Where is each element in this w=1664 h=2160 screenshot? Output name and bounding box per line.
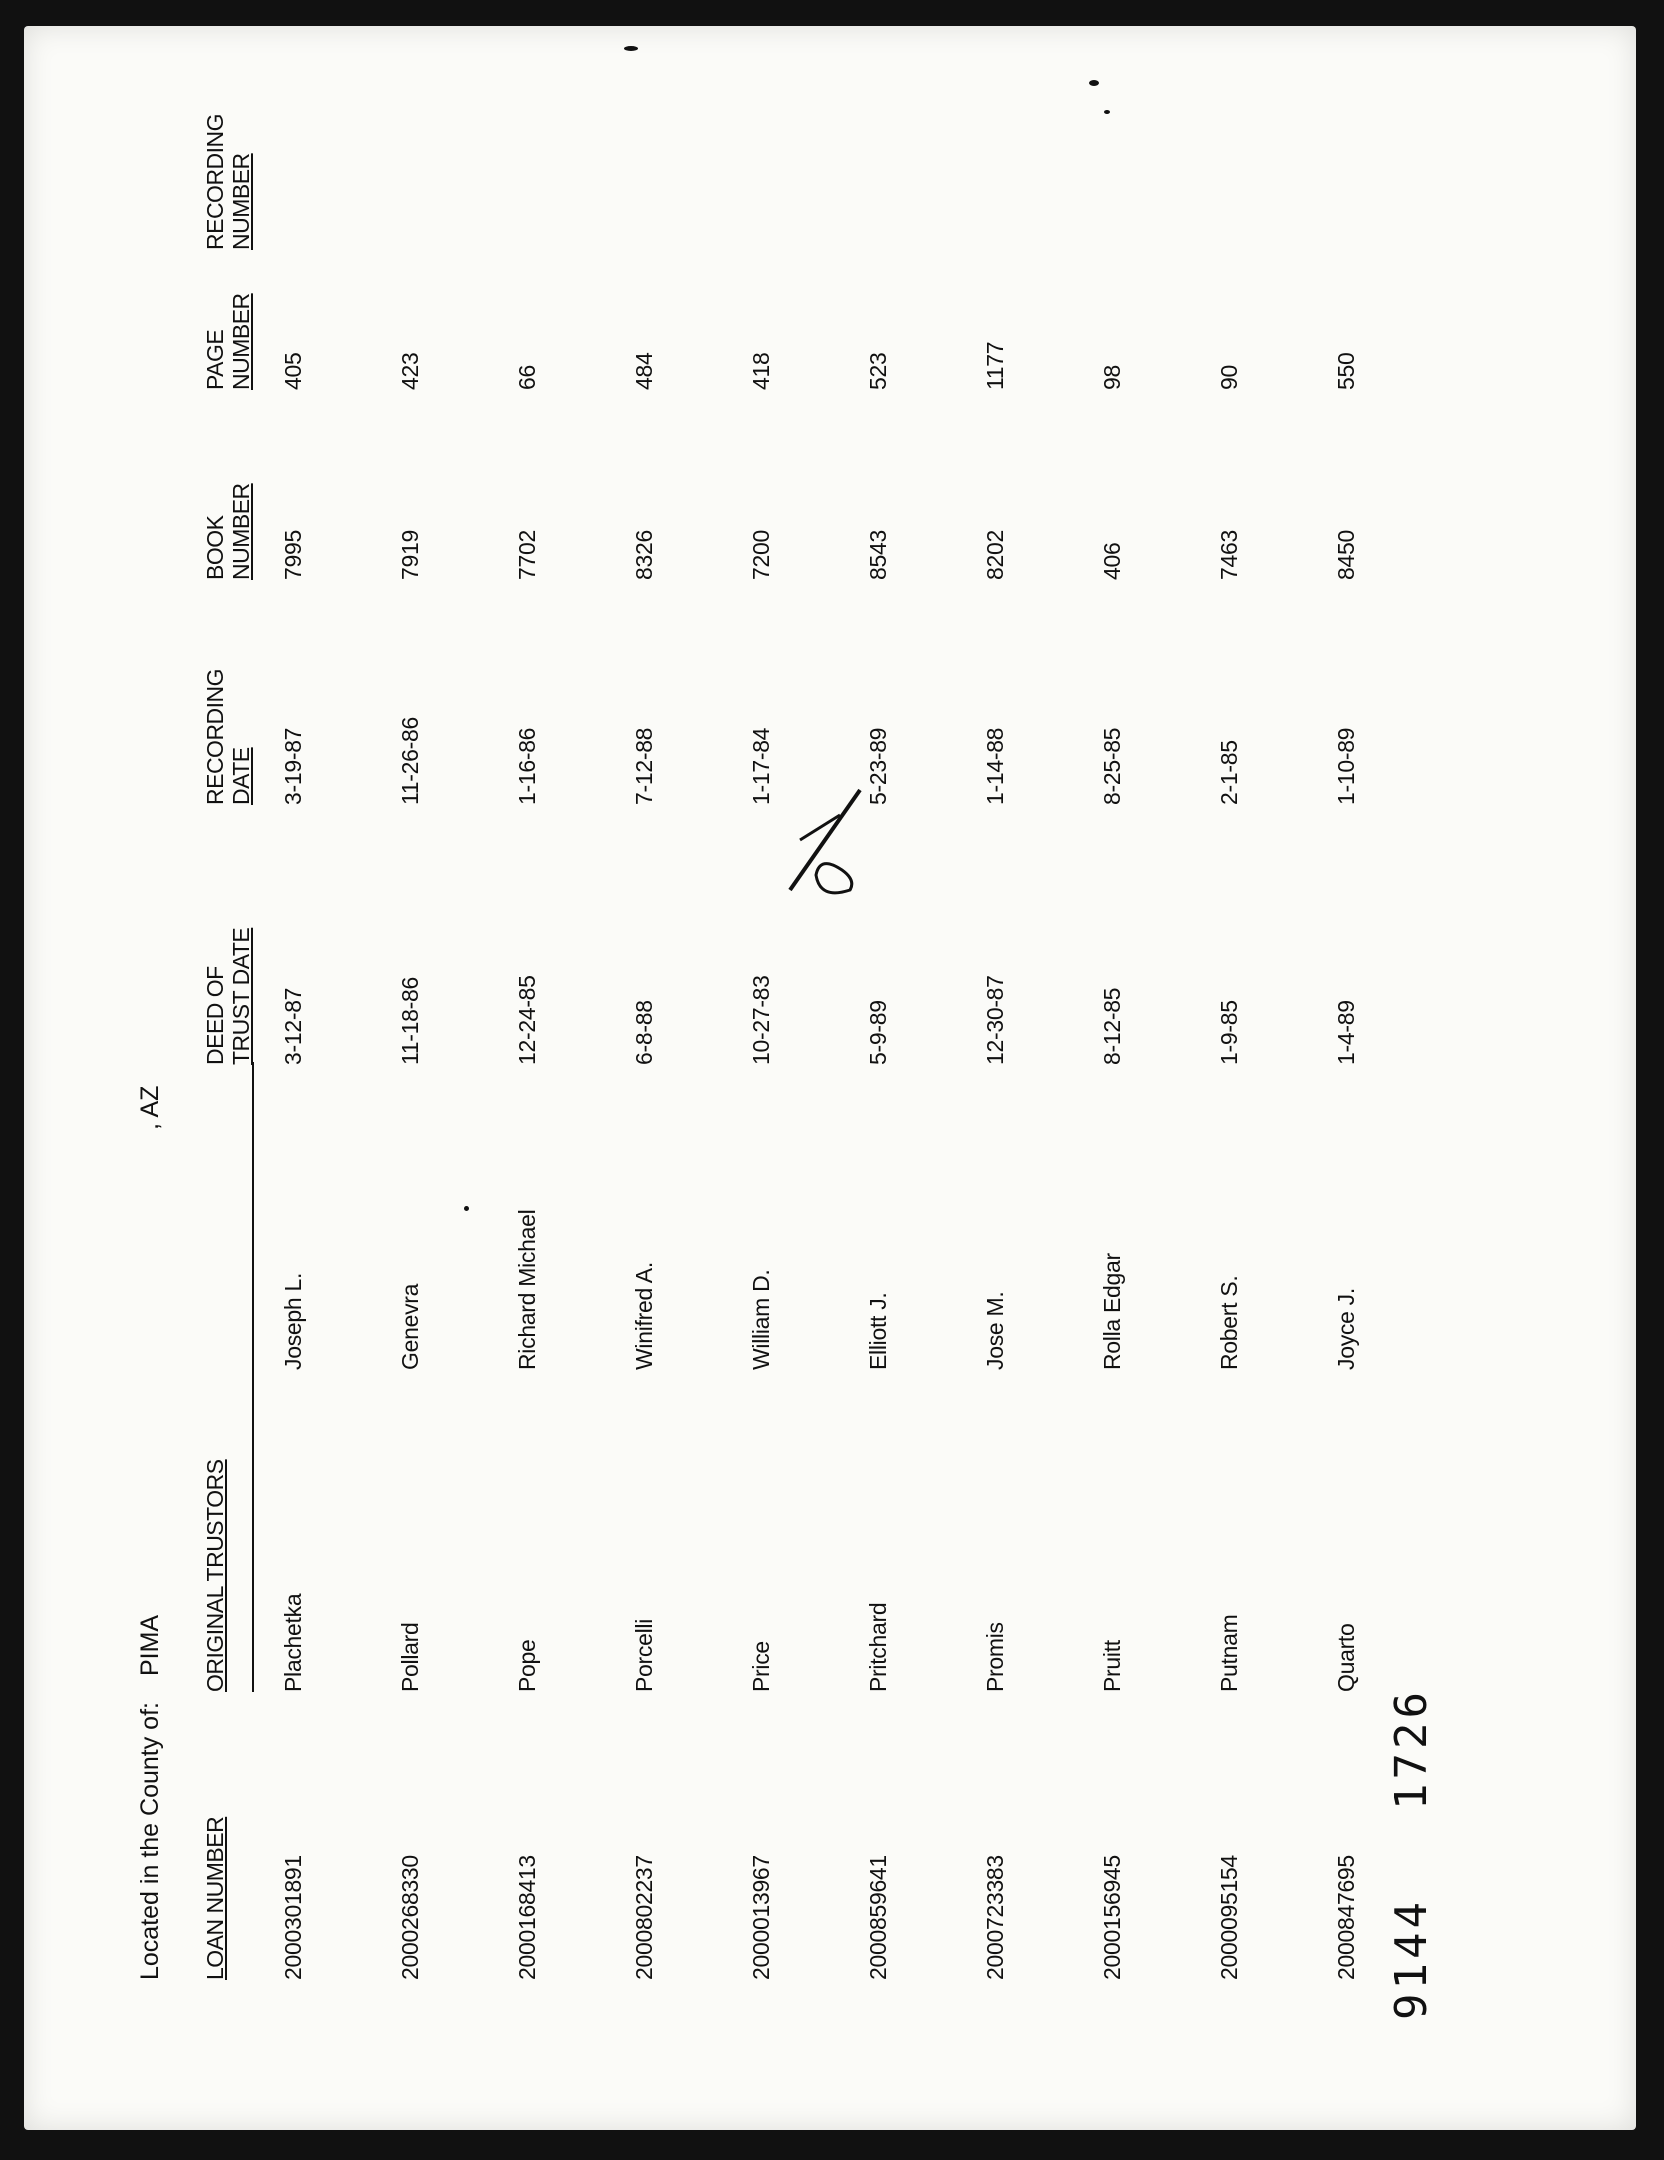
trustor-last-name-cell: Promis — [982, 1622, 1008, 1692]
table-row — [280, 0, 320, 2160]
handwritten-checkmark — [780, 770, 890, 910]
deed-of-trust-date-cell: 5-9-89 — [865, 1000, 891, 1065]
trustor-last-name-cell: Pritchard — [865, 1602, 891, 1692]
loan-number-cell: 2000268330 — [397, 1855, 423, 1980]
trustor-last-name-cell: Pollard — [397, 1622, 423, 1692]
col-header-loan-number: LOAN NUMBER — [202, 1816, 228, 1980]
recording-date-cell: 2-1-85 — [1216, 740, 1242, 805]
col-header-recnum-line2: NUMBER — [228, 153, 254, 250]
trustor-first-name-cell: Elliott J. — [865, 1292, 891, 1370]
book-number-cell: 8543 — [865, 530, 891, 580]
col-header-recnum-line1: RECORDING — [202, 113, 228, 250]
table-row — [982, 0, 1022, 2160]
col-header-page-line2: NUMBER — [228, 293, 254, 390]
loan-number-cell: 2000859641 — [865, 1855, 891, 1980]
page-number-cell: 90 — [1216, 365, 1242, 390]
col-header-recording-date — [202, 668, 254, 805]
trustor-first-name-cell: Genevra — [397, 1283, 423, 1370]
deed-of-trust-date-cell: 11-18-86 — [397, 977, 423, 1065]
table-row — [631, 0, 671, 2160]
col-header-page-number — [202, 293, 254, 390]
deed-of-trust-date-cell: 1-4-89 — [1333, 1000, 1359, 1065]
recording-date-cell: 7-12-88 — [631, 727, 657, 805]
table-row — [1216, 0, 1256, 2160]
trustor-last-name-cell: Quarto — [1333, 1623, 1359, 1692]
trustor-first-name-cell: Robert S. — [1216, 1275, 1242, 1370]
col-header-book-line2: NUMBER — [228, 483, 254, 580]
col-header-recdate-line1: RECORDING — [202, 668, 228, 805]
page-number-cell: 550 — [1333, 352, 1359, 390]
recording-date-cell: 3-19-87 — [280, 727, 306, 805]
trustor-last-name-cell: Pope — [514, 1639, 540, 1692]
loan-number-cell: 2000301891 — [280, 1855, 306, 1980]
recording-date-cell: 5-23-89 — [865, 727, 891, 805]
col-header-original-trustors: ORIGINAL TRUSTORS — [202, 1459, 228, 1692]
deed-of-trust-date-cell: 10-27-83 — [748, 975, 774, 1065]
page-number-cell: 66 — [514, 365, 540, 390]
book-number-cell: 7995 — [280, 530, 306, 580]
table-row — [748, 0, 788, 2160]
trustor-last-name-cell: Pruitt — [1099, 1640, 1125, 1692]
trustors-underline — [252, 1062, 254, 1692]
col-header-deed-of-trust-date — [202, 927, 254, 1065]
col-header-recording-number — [202, 113, 254, 250]
page-number-cell: 523 — [865, 352, 891, 390]
trustor-first-name-cell: Joyce J. — [1333, 1288, 1359, 1370]
recording-date-cell: 11-26-86 — [397, 717, 423, 805]
trustor-first-name-cell: Winifred A. — [631, 1262, 657, 1370]
loan-number-cell: 2000156945 — [1099, 1855, 1125, 1980]
county-label: Located in the County of: — [136, 1702, 164, 1980]
handwritten-number-right — [1386, 1688, 1437, 1810]
loan-number-cell: 2000168413 — [514, 1855, 540, 1980]
table-row — [1333, 0, 1373, 2160]
trustor-first-name-cell: Joseph L. — [280, 1272, 306, 1370]
col-header-recdate-line2: DATE — [228, 747, 254, 805]
page-number-cell: 423 — [397, 352, 423, 390]
loan-number-cell: 2000847695 — [1333, 1855, 1359, 1980]
book-number-cell: 8202 — [982, 530, 1008, 580]
page-number-cell: 484 — [631, 352, 657, 390]
book-number-cell: 7702 — [514, 530, 540, 580]
deed-of-trust-date-cell: 6-8-88 — [631, 1000, 657, 1065]
table-row — [1099, 0, 1139, 2160]
loan-number-cell: 2000802237 — [631, 1855, 657, 1980]
loan-number-cell: 2000095154 — [1216, 1855, 1242, 1980]
trustor-first-name-cell: Rolla Edgar — [1099, 1253, 1125, 1370]
recording-date-cell: 1-17-84 — [748, 727, 774, 805]
table-row — [514, 0, 554, 2160]
trustor-last-name-cell: Putnam — [1216, 1614, 1242, 1692]
deed-of-trust-date-cell: 8-12-85 — [1099, 987, 1125, 1065]
book-number-cell: 8450 — [1333, 530, 1359, 580]
col-header-deed-line1: DEED OF — [202, 966, 228, 1065]
trustor-first-name-cell: Richard Michael — [514, 1209, 540, 1370]
recording-date-cell: 1-14-88 — [982, 727, 1008, 805]
book-number-cell: 7919 — [397, 530, 423, 580]
handwritten-number-right-text: 1726 — [1386, 1688, 1437, 1810]
recording-date-cell: 1-16-86 — [514, 727, 540, 805]
county-name: PIMA — [136, 1614, 164, 1677]
col-header-book-number — [202, 483, 254, 580]
trustor-first-name-cell: Jose M. — [982, 1291, 1008, 1370]
book-number-cell: 406 — [1099, 542, 1125, 580]
book-number-cell: 7463 — [1216, 530, 1242, 580]
deed-of-trust-date-cell: 12-30-87 — [982, 975, 1008, 1065]
page-number-cell: 418 — [748, 352, 774, 390]
recording-date-cell: 8-25-85 — [1099, 727, 1125, 805]
deed-of-trust-date-cell: 12-24-85 — [514, 975, 540, 1065]
county-header — [136, 1085, 165, 1980]
trustor-last-name-cell: Porcelli — [631, 1618, 657, 1692]
deed-of-trust-date-cell: 3-12-87 — [280, 987, 306, 1065]
handwritten-number-left — [1386, 1898, 1437, 2020]
page-number-cell: 1177 — [982, 341, 1008, 390]
recording-date-cell: 1-10-89 — [1333, 727, 1359, 805]
page-number-cell: 405 — [280, 352, 306, 390]
page-number-cell: 98 — [1099, 365, 1125, 390]
table-row — [397, 0, 437, 2160]
trustor-first-name-cell: William D. — [748, 1269, 774, 1370]
col-header-page-line1: PAGE — [202, 329, 228, 390]
col-header-deed-line2: TRUST DATE — [228, 927, 254, 1065]
state-abbrev: , AZ — [136, 1085, 164, 1130]
table-row — [865, 0, 905, 2160]
deed-of-trust-date-cell: 1-9-85 — [1216, 1000, 1242, 1065]
loan-number-cell: 2000723383 — [982, 1855, 1008, 1980]
trustor-last-name-cell: Price — [748, 1641, 774, 1692]
loan-number-cell: 2000013967 — [748, 1855, 774, 1980]
trustor-last-name-cell: Plachetka — [280, 1593, 306, 1692]
book-number-cell: 8326 — [631, 530, 657, 580]
book-number-cell: 7200 — [748, 530, 774, 580]
col-header-book-line1: BOOK — [202, 515, 228, 580]
handwritten-number-left-text: 9144 — [1386, 1898, 1437, 2020]
